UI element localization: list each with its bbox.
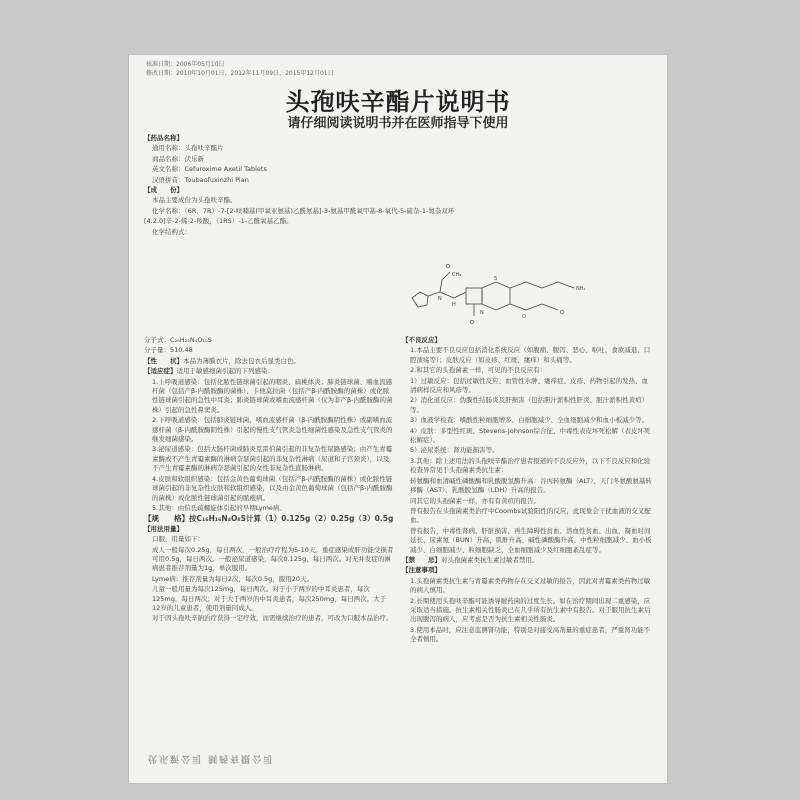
svg-text:N: N	[480, 310, 484, 316]
contra-text: 对头孢菌素类抗生素过敏者禁用。	[441, 555, 539, 564]
adverse-3-2: 同其它的头孢菌素一样，亦有有黄疸的报告。	[410, 496, 540, 505]
section-header-contraindications: 【 禁 忌 】	[402, 556, 441, 564]
adverse-3-3: 曾有报告在头孢菌素类治疗中Coombs试验阳性的反应，此现象会干扰血液的交叉配血。	[410, 506, 651, 525]
adverse-1: 1.本品主要不良反应包括消化系统反应（如腹痛、腹泻、恶心、呕吐、食欲减退、口腔溃疡等）；皮肤反应（如皮疹、红斑、瘙痒）和头痛等。	[410, 346, 651, 364]
indication-2: 2.下呼吸道感染：包括肺炎链球菌、嗜血流感杆菌（β-内酰胺酶阴性株）或副嗜血流感杆菌（β-内酰胺酶阴性株）引起的慢性支气管炎急性细菌性感染及急性支气管炎的继发细菌感染。	[152, 416, 393, 444]
molecular-formula: 分子式：C₂₀H₂₂N₄O₁₀S	[144, 336, 212, 344]
english-name: 英文名称：Cefuroxime Axetil Tablets	[152, 165, 267, 174]
mirrored-company-seal: 伏乐新公司 制药有限公司	[148, 753, 275, 763]
revision-dates: 修改日期：2010年10月01日，2012年11月09日，2015年12月01日	[146, 70, 334, 77]
section-header-spec: 【 规 格 】	[144, 514, 189, 523]
dosage-adult: 成人一般每次0.25g，每日两次，一般治疗疗程为5-10天。重症感染或肝功能受损者可用0.5g，每日两次。一般泌尿道感染，每次0.125g，每日两次。对无并发症的淋病患者推荐剂量为1g，单次服用。	[152, 545, 394, 573]
beta-lactam-ring	[466, 288, 482, 304]
chemical-structure	[402, 254, 622, 330]
leaflet-paper	[128, 54, 668, 784]
thiazine-ring	[482, 282, 510, 310]
svg-text:CH₃: CH₃	[452, 272, 462, 278]
caution-2: 2.长期使用头孢呋辛酯可能诱导耐药菌的过度生长。如在治疗期间出现二重感染，应采取适当措施。抗生素相关性肠炎已在几乎所有抗生素中有报告。对于服用抗生素后出现腹泻的病人，应考虑是否为抗生素相关性肠炎。	[410, 596, 651, 624]
chemical-name-line2: [4.2.0]辛-2-烯-2-羧酸，（1RS）-1-乙酰氧基乙酯。	[144, 217, 293, 226]
svg-text:O: O	[522, 314, 526, 320]
svg-text:NH₂: NH₂	[576, 286, 586, 292]
adverse-2-5: 5）泌尿系统：肾功能损害等。	[410, 446, 499, 455]
adverse-2-3: 3）血液学检查：嗜酸性粒细胞增多、白细胞减少、全血细胞减少和血小板减少等。	[410, 416, 649, 425]
svg-text:N: N	[438, 296, 442, 302]
caution-1: 1.头孢菌素类抗生素与青霉素类药物存在交叉过敏的报告，因此对青霉素类药物过敏的病人慎用。	[410, 576, 651, 595]
section-header-cautions: 【 注意事项 】	[402, 566, 441, 574]
document-subtitle: 请仔细阅读说明书并在医师指导下使用	[287, 116, 509, 131]
pinyin-name: 汉语拼音：Toubaofuxinzhi Pian	[152, 175, 249, 184]
dosage-lyme: Lyme病：推荐剂量为每日2次，每次0.5g，服用20天。	[152, 574, 314, 583]
molecular-weight: 分子量：510.48	[144, 346, 193, 355]
left-column	[144, 336, 394, 625]
svg-text:O: O	[446, 264, 450, 270]
dosage-child: 儿童一般用量为每次125mg，每日两次。对于小于两岁的中耳炎患者，每次125mg，每日两次；对于大于两岁的中耳炎患者，每次250mg，每日两次。大于12岁的儿童患者，使用剂量同成人。	[152, 585, 387, 612]
indication-1: 1.上呼吸道感染：包括化脓性链球菌引起的咽炎、扁桃体炎；肺炎链球菌、嗜血流感杆菌（包括产β-内酰胺酶的菌株）、卡他莫拉菌（包括产β-内酰胺酶的菌株）或化脓性链球菌引起的急性中耳炎；肺炎链球菌或嗜血流感杆菌（仅为非产β-内酰胺酶的菌株）引起的急性鼻窦炎。	[152, 377, 393, 414]
adverse-3-1: 转氨酶和血清碱性磷酸酶和乳酸脱氢酶升高：谷丙转氨酶（ALT）、天门冬氨酸氨基转移酶（AST）、乳酸脱氢酶（LDH）升高的报告。	[410, 476, 652, 495]
indications-intro: 适用于敏感细菌引起的下列感染：	[176, 367, 274, 376]
furan-ring	[412, 292, 428, 307]
indication-3: 3.泌尿道感染：包括大肠杆菌或肺炎克雷伯菌引起的非复杂性尿路感染；由产生青霉素酶或不产生青霉素酶的淋病奈瑟菌引起的非复杂性淋病（尿道和子宫颈炎），以及不产生青霉素酶的淋病奈瑟菌引起的女性非复杂性直肠淋病。	[152, 445, 393, 473]
spec-text: 按C₁₆H₁₆N₄O₈S计算（1）0.125g（2）0.25g（3）0.5g	[189, 514, 394, 524]
adverse-2: 2.和其它的头孢菌素一样，可见的不良反应有：	[410, 366, 547, 375]
chemical-name-line1: 化学名称：（6R，7R）-7-[2-呋喃基(甲氧亚氨基)乙酰氨基]-3-氨基甲酰氧甲基-8-氧代-5-硫杂-1-氮杂双环	[152, 206, 455, 215]
dosage-route: 口服，用量如下：	[152, 535, 204, 544]
svg-text:O: O	[470, 320, 474, 326]
appearance-text: 本品为薄膜衣片，除去包衣后显类白色。	[183, 356, 300, 365]
svg-text:H: H	[452, 302, 456, 308]
svg-text:O: O	[560, 310, 564, 316]
section-header-indications: 【 适应症 】	[144, 367, 177, 375]
dosage-note: 对于因头孢呋辛钠治疗获得一定疗效，而需继续治疗的患者，可改为口服本品治疗。	[152, 614, 393, 623]
section-header-appearance: 【 性 状 】	[144, 357, 183, 365]
top-section	[144, 134, 652, 238]
caution-3: 3.使用本品时，应注意监测肾功能，特别是对接受高剂量的重症患者，严重肾功能不全者慎用。	[410, 625, 651, 644]
trade-name: 商品名称：伏乐新	[152, 154, 204, 163]
approval-dates	[146, 60, 334, 78]
section-header-drug-name: 【 药品名称 】	[144, 134, 183, 142]
right-column	[402, 336, 654, 646]
adverse-3-4: 曾有报告，中毒性肾病、肝脏损害、再生障碍性贫血、溶血性贫血、出血、凝血时间延长、尿素氮（BUN）升高、肌酐升高、碱性磷酸酶升高、中性粒细胞减少、血小板减少、白细胞减少、粒细胞缺乏、全血细胞减少及红细胞紊乱症等。	[410, 526, 652, 554]
generic-name: 通用名称：头孢呋辛酯片	[152, 144, 224, 153]
adverse-2-1: 1）过敏反应：包括过敏性反应、血管性水肿、瘙痒症、皮疹、药物引起的发热、血清病样反应和风疹等。	[410, 376, 649, 395]
section-header-dosage: 【 用法用量 】	[144, 525, 183, 533]
adverse-2-4: 4）皮肤：多型性红斑、Stevens-Johnson综合征、中毒性表皮坏死松解（表皮坏死松解症）。	[410, 426, 651, 445]
section-header-ingredients: 【 成 份 】	[144, 186, 183, 194]
approval-date: 核准日期：2006年05月10日	[146, 61, 225, 68]
svg-text:S: S	[494, 276, 498, 282]
adverse-2-2: 2）消化道反应：伪膜性结肠炎及肝损害（包括胆汁淤积性肝炎、胆汁淤积性黄疸）等。	[410, 396, 649, 414]
indication-5: 5.其他：由伯氏疏螺旋体引起的早期Lyme病。	[152, 503, 286, 512]
section-header-adverse: 【 不良反应 】	[402, 336, 441, 344]
main-ingredient: 本品主要成份为头孢呋辛酯。	[152, 196, 237, 205]
structure-drawing	[402, 254, 622, 330]
indication-4: 4.皮肤和软组织感染：包括金黄色葡萄球菌（包括产β-内酰胺酶的菌株）或化脓性链球菌引起的非复杂性皮肤和软组织感染，以及由金黄色葡萄球菌（包括产β-内酰胺酶的菌株）或化脓性链球菌引起的脓疱病。	[152, 474, 393, 502]
adverse-3: 3.其他：除上述用法的头孢呋辛酯治疗患者报道的不良反应外，以下不良反应和化验检查异常见于头孢菌素类抗生素：	[410, 456, 651, 475]
document-title: 头孢呋辛酯片说明书	[285, 88, 511, 116]
structure-label: 化学结构式：	[152, 227, 191, 236]
